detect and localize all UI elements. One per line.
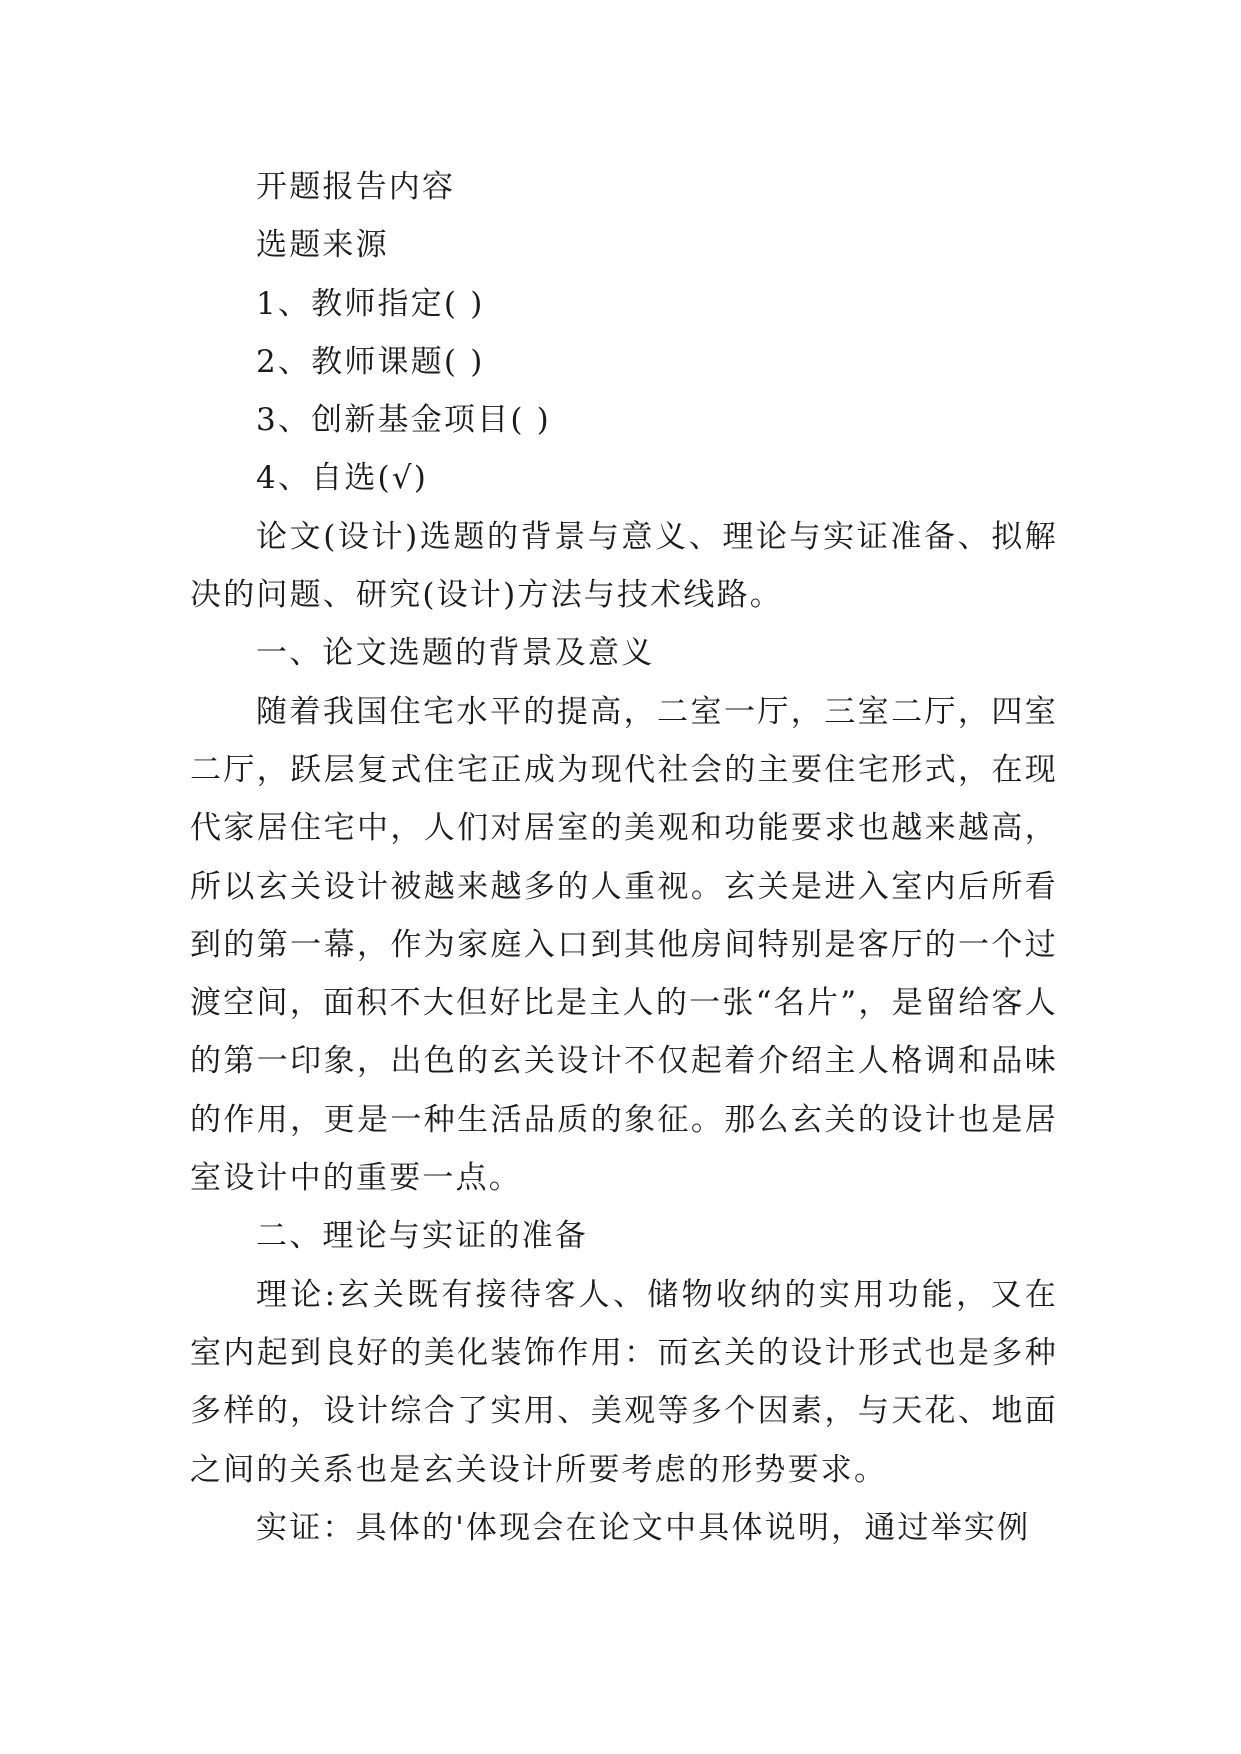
list-item: 1、教师指定( ) (256, 285, 485, 322)
report-title: 开题报告内容 (256, 169, 456, 205)
section-heading-theory: 二、理论与实证的准备 (256, 1218, 588, 1255)
body-paragraph: 随着我国住宅水平的提高，二室一厅，三室二厅，四室二厅，跃层复式住宅正成为现代社会的主要住宅形式，在现代家居住宅中，人们对居室的美观和功能要求也越来越高，所以玄关设计被越来越多的人重视。玄关是进入室内后所看到的第一幕，作为家庭入口到其他房间特别是客厅的一个过渡空间，面积不大但好比是主人的一张“名片”，是留给客人的第一印象，出色的玄关设计不仅起着介绍主人格调和品味的作用，更是一种生活品质的象征。那么玄关的设计也是居室设计中的重要一点。 (190, 693, 1058, 1197)
list-item: 4、自选(√) (256, 460, 429, 497)
list-item: 2、教师课题( ) (256, 343, 485, 380)
document-body (190, 158, 1058, 1557)
body-paragraph: 理论:玄关既有接待客人、储物收纳的实用功能，又在室内起到良好的美化装饰作用：而玄关的设计形式也是多种多样的，设计综合了实用、美观等多个因素，与天花、地面之间的关系也是玄关设计所要考虑的形势要求。 (190, 1276, 1058, 1488)
body-paragraph: 实证：具体的'体现会在论文中具体说明，通过举实例 (256, 1509, 1031, 1546)
list-item: 3、创新基金项目( ) (256, 402, 551, 439)
section-heading-topic-source: 选题来源 (256, 227, 389, 264)
section-heading-background: 一、论文选题的背景及意义 (256, 635, 655, 672)
body-paragraph: 论文(设计)选题的背景与意义、理论与实证准备、拟解决的问题、研究(设计)方法与技术线路。 (190, 518, 1058, 614)
